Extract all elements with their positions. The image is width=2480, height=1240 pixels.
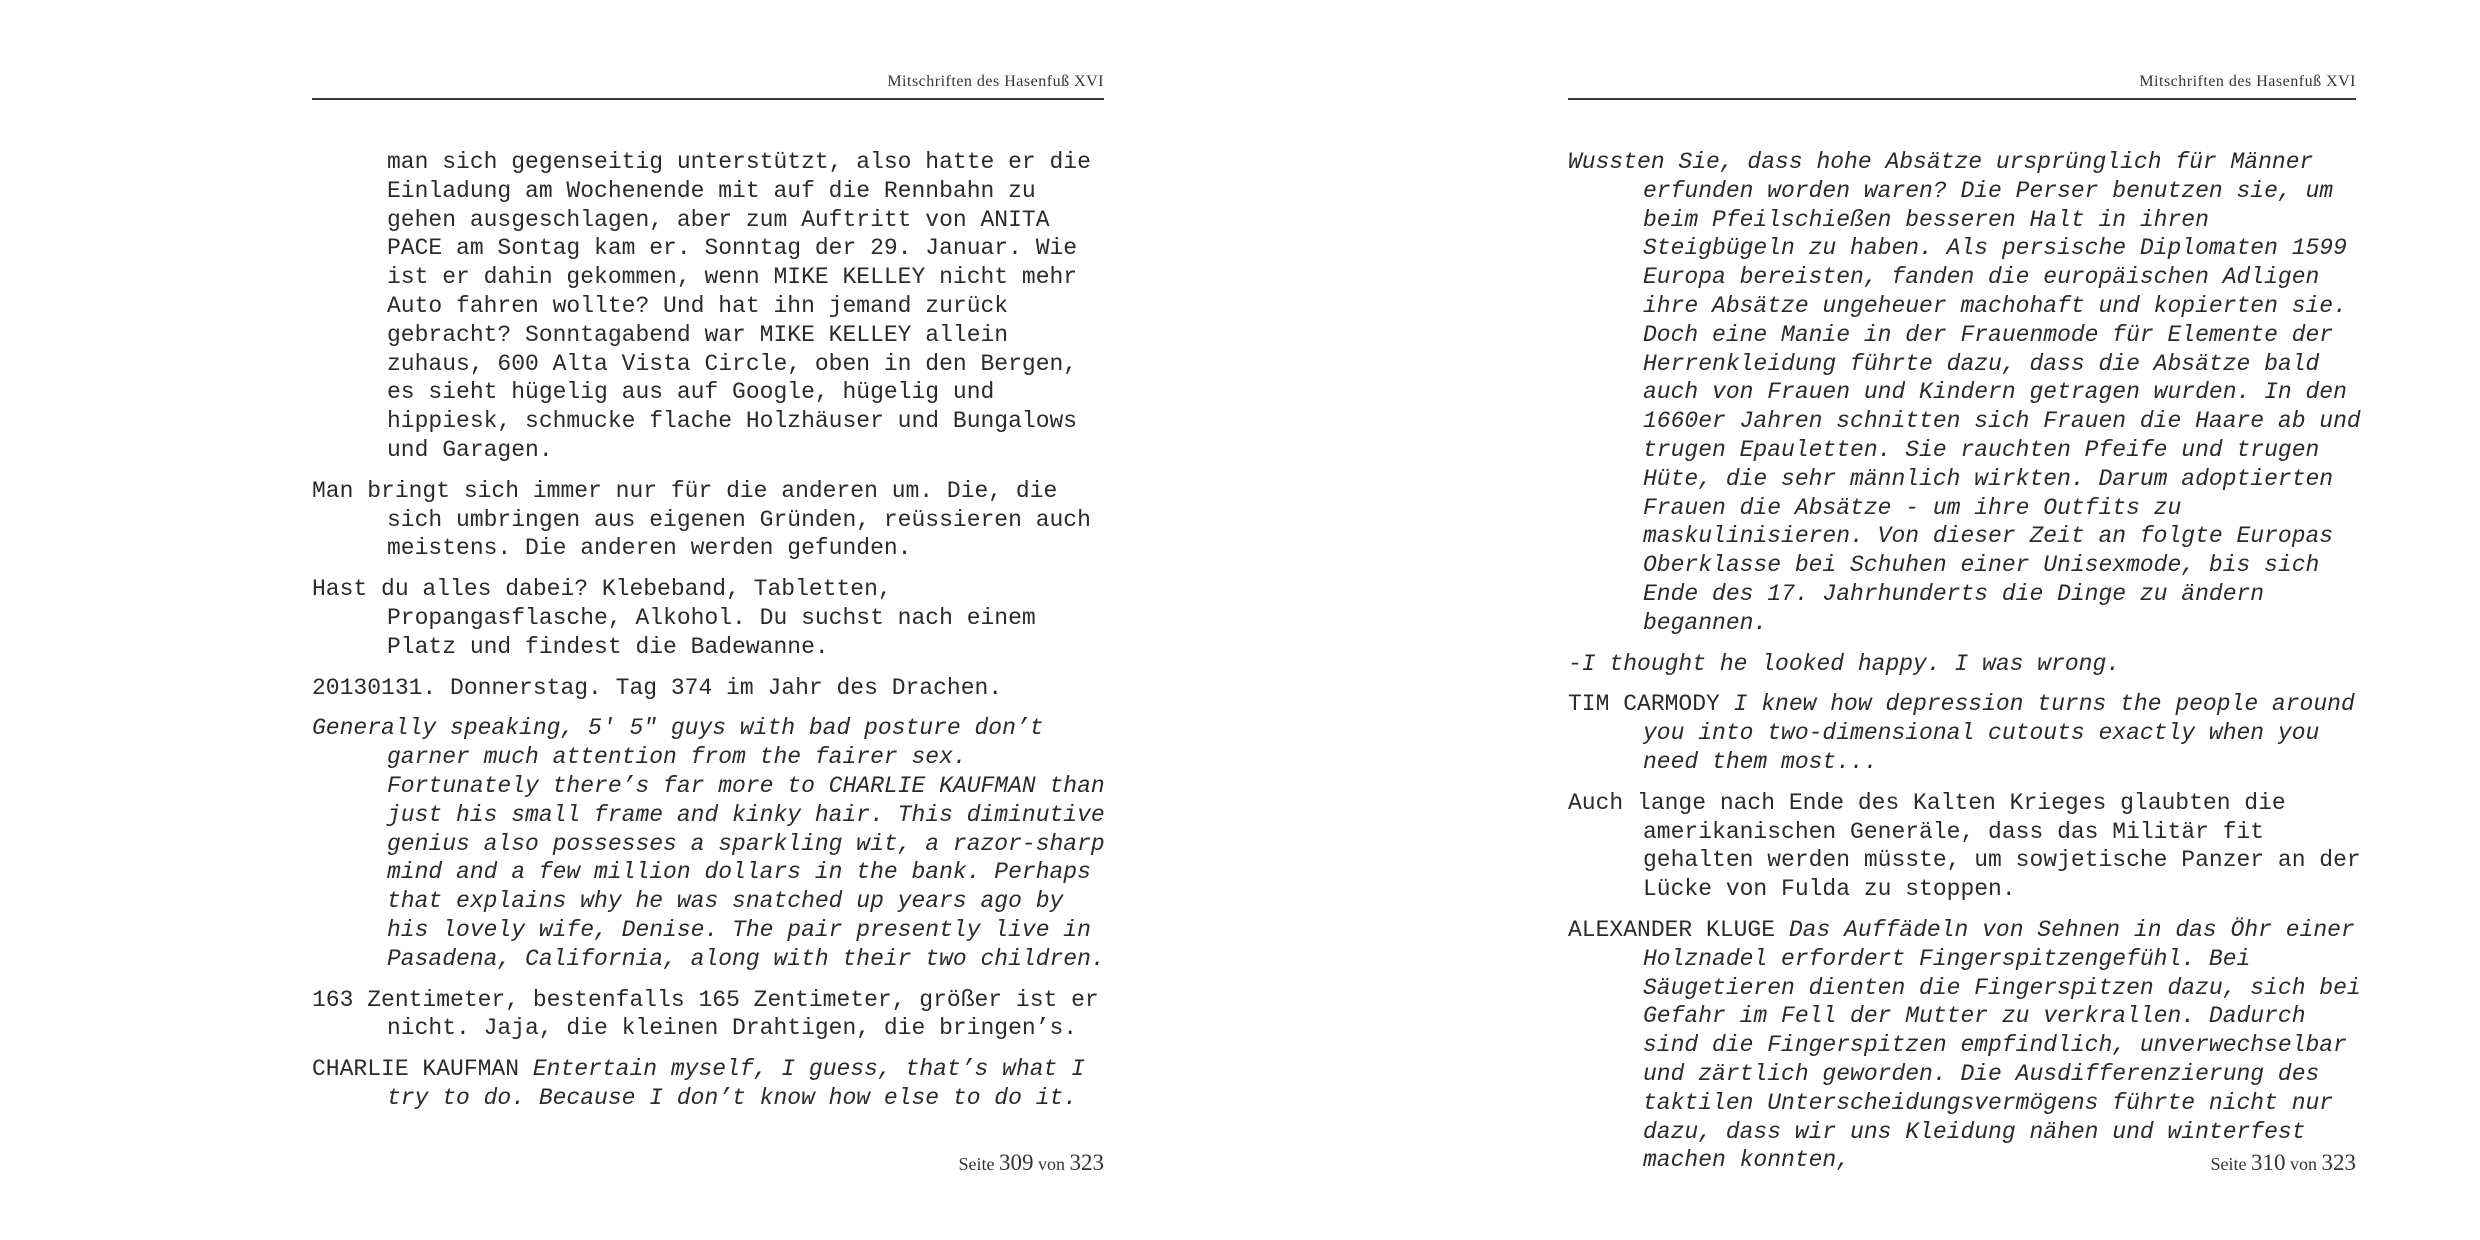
paragraph-text: 20130131. Donnerstag. Tag 374 im Jahr des Drachen. — [312, 674, 1003, 701]
paragraph — [1568, 789, 2363, 904]
paragraph — [312, 986, 1112, 1044]
quote-paragraph — [1568, 690, 2363, 776]
quote-paragraph — [312, 1055, 1112, 1113]
running-header: Mitschriften des Hasenfuß XVI — [312, 72, 1104, 100]
paragraph-text: Wussten Sie, dass hohe Absätze ursprünglich für Männer erfunden worden waren? Die Perser benutzen sie, um beim Pfeilschießen besseren Halt in ihren Steigbügeln zu haben. Als persische Diplomaten 1599 Europa bereisten, fanden die europäischen Adligen ihre Absätze ungeheuer machohaft und kopierten sie. Doch eine Manie in der Frauenmode für Elemente der Herrenkleidung führte dazu, dass die Absätze bald auch von Frauen und Kindern getragen wurden. In den 1660er Jahren schnitten sich Frauen die Haare ab und trugen Epauletten. Sie rauchten Pfeife und trugen Hüte, die sehr männlich wirkten. Darum adoptierten Frauen die Absätze - um ihre Outfits zu maskulinisieren. Von dieser Zeit an folgte Europas Oberklasse bei Schuhen einer Unisexmode, bis sich Ende des 17. Jahrhunderts die Dinge zu ändern begannen. — [1568, 149, 2361, 636]
right-page — [1240, 0, 2480, 1240]
quote-paragraph — [312, 714, 1112, 973]
page-body — [312, 148, 1112, 1125]
paragraph — [312, 148, 1112, 465]
speaker-name: TIM CARMODY — [1568, 691, 1720, 718]
paragraph — [312, 477, 1112, 563]
paragraph-text: Generally speaking, 5' 5" guys with bad posture don’t garner much attention from the fairer sex. Fortunately there’s far more to CHARLIE KAUFMAN than just his small frame and kinky hair. This diminutive genius also possesses a sparkling wit, a razor-sharp mind and a few million dollars in the bank. Perhaps that explains why he was snatched up years ago by his lovely wife, Denise. The pair presently live in Pasadena, California, along with their two children. — [312, 715, 1105, 972]
paragraph-text: Entertain myself, I guess, that’s what I try to do. Because I don’t know how else to do it. — [387, 1056, 1085, 1111]
running-header: Mitschriften des Hasenfuß XVI — [1568, 72, 2356, 100]
total-pages: 323 — [1069, 1150, 1104, 1175]
paragraph-text: Man bringt sich immer nur für die anderen um. Die, die sich umbringen aus eigenen Gründen, reüssieren auch meistens. Die anderen werden gefunden. — [312, 477, 1091, 562]
paragraph-text: 163 Zentimeter, bestenfalls 165 Zentimeter, größer ist er nicht. Jaja, die kleinen Drahtigen, die bringen’s. — [312, 986, 1099, 1042]
paragraph-text: Auch lange nach Ende des Kalten Krieges glaubten die amerikanischen Generäle, dass das Militär fit gehalten werden müsste, um sowjetische Panzer an der Lücke von Fulda zu stoppen. — [1568, 789, 2361, 903]
quote-paragraph — [1568, 148, 2363, 638]
paragraph — [312, 674, 1112, 703]
paragraph — [312, 575, 1112, 661]
total-pages: 323 — [2321, 1150, 2356, 1175]
quote-paragraph — [1568, 916, 2363, 1175]
page-number: 310 — [2251, 1150, 2286, 1175]
footer-seite-label: Seite — [958, 1154, 995, 1174]
page-number-footer — [312, 1150, 1104, 1176]
paragraph-text: I knew how depression turns the people around you into two-dimensional cutouts exactly when you need them most... — [1643, 691, 2355, 775]
paragraph-text: -I thought he looked happy. I was wrong. — [1568, 650, 2121, 677]
quote-paragraph — [1568, 650, 2363, 679]
paragraph-text: man sich gegenseitig unterstützt, also hatte er die Einladung am Wochenende mit auf die Rennbahn zu gehen ausgeschlagen, aber zum Auftritt von ANITA PACE am Sontag kam er. Sonntag der 29. Januar. Wie ist er dahin gekommen, wenn MIKE KELLEY nicht mehr Auto fahren wollte? Und hat ihn jemand zurück gebracht? Sonntagabend war MIKE KELLEY allein zuhaus, 600 Alta Vista Circle, oben in den Bergen, es sieht hügelig aus auf Google, hügelig und hippiesk, schmucke flache Holzhäuser und Bungalows und Garagen. — [387, 149, 1091, 463]
speaker-name: ALEXANDER KLUGE — [1568, 916, 1776, 943]
speaker-name: CHARLIE KAUFMAN — [312, 1056, 520, 1083]
paragraph-text: Hast du alles dabei? Klebeband, Tabletten, Propangasflasche, Alkohol. Du suchst nach einem Platz und findest die Badewanne. — [312, 576, 1036, 660]
page-body — [1568, 148, 2363, 1187]
page-number-footer — [1568, 1150, 2356, 1176]
paragraph-text: Das Auffädeln von Sehnen in das Öhr einer Holznadel erfordert Fingerspitzengefühl. Bei Säugetieren dienten die Fingerspitzen dazu, sich bei Gefahr im Fell der Mutter zu verkrallen. Dadurch sind die Fingerspitzen empfindlich, unverwechselbar und zärtlich geworden. Die Ausdifferenzierung des taktilen Unterscheidungsvermögens führte nicht nur dazu, dass wir uns Kleidung nähen und winterfest machen konnten, — [1643, 916, 2361, 1174]
footer-seite-label: Seite — [2210, 1154, 2247, 1174]
footer-von-label: von — [1038, 1154, 1065, 1174]
page-number: 309 — [999, 1150, 1034, 1175]
footer-von-label: von — [2290, 1154, 2317, 1174]
